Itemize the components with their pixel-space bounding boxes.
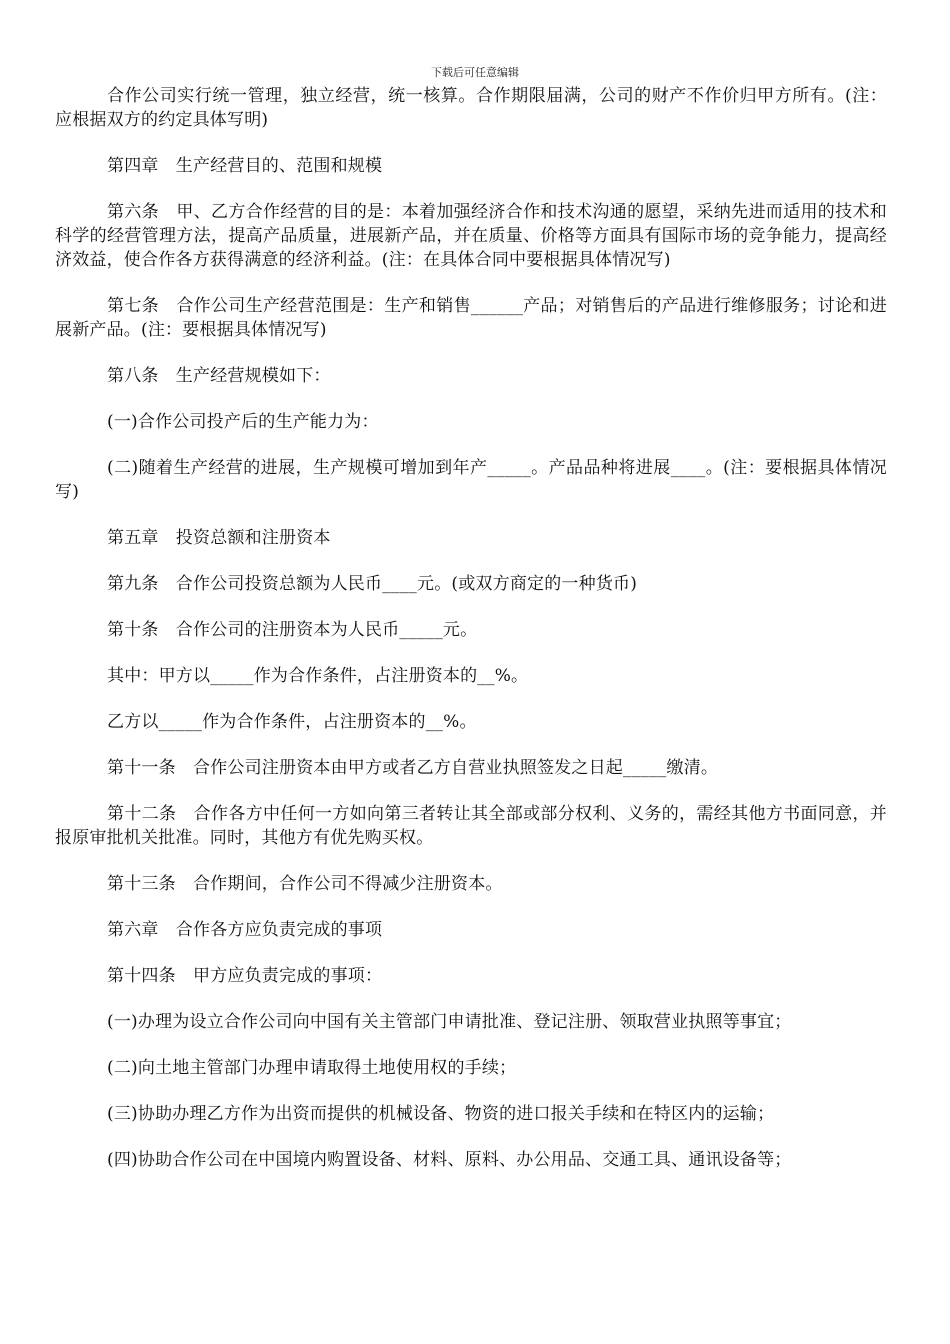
article-7: 第七条 合作公司生产经营范围是：生产和销售______产品；对销售后的产品进行维修服务；讨论和进展新产品。(注：要根据具体情况写) [55,296,887,340]
article-8-item-1: (一)合作公司投产后的生产能力为： [107,412,379,432]
party-b-contribution: 乙方以_____作为合作条件，占注册资本的__%。 [107,712,477,732]
article-14-item-2: (二)向土地主管部门办理申请取得土地使用权的手续； [107,1058,517,1078]
article-10: 第十条 合作公司的注册资本为人民币_____元。 [107,620,478,640]
article-11: 第十一条 合作公司注册资本由甲方或者乙方自营业执照签发之日起_____缴清。 [107,758,719,778]
chapter-4-heading: 第四章 生产经营目的、范围和规模 [107,156,383,176]
article-14-item-4: (四)协助合作公司在中国境内购置设备、材料、原料、办公用品、交通工具、通讯设备等； [107,1150,792,1170]
chapter-6-heading: 第六章 合作各方应负责完成的事项 [107,920,383,940]
article-14-item-1: (一)办理为设立合作公司向中国有关主管部门申请批准、登记注册、领取营业执照等事宜； [107,1012,792,1032]
article-12: 第十二条 合作各方中任何一方如向第三者转让其全部或部分权利、义务的，需经其他方书面同意，并报原审批机关批准。同时，其他方有优先购买权。 [55,804,887,848]
article-6: 第六条 甲、乙方合作经营的目的是：本着加强经济合作和技术沟通的愿望，采纳先进而适用的技术和科学的经营管理方法，提高产品质量，进展新产品，并在质量、价格等方面具有国际市场的竞争能力，提高经济效益，使合作各方获得满意的经济利益。(注：在具体合同中要根据具体情况写) [55,202,887,270]
page-header-note: 下载后可任意编辑 [431,66,519,79]
article-14-item-3: (三)协助办理乙方作为出资而提供的机械设备、物资的进口报关手续和在特区内的运输； [107,1104,775,1124]
party-a-contribution: 其中：甲方以_____作为合作条件，占注册资本的__%。 [107,666,529,686]
article-9: 第九条 合作公司投资总额为人民币____元。(或双方商定的一种货币) [107,574,638,594]
article-8: 第八条 生产经营规模如下： [107,366,331,386]
paragraph-property-clause: 合作公司实行统一管理，独立经营，统一核算。合作期限届满，公司的财产不作价归甲方所有。(注：应根据双方的约定具体写明) [55,86,887,130]
article-13: 第十三条 合作期间，合作公司不得减少注册资本。 [107,874,503,894]
chapter-5-heading: 第五章 投资总额和注册资本 [107,528,331,548]
document-body [55,84,887,1194]
article-8-item-2: (二)随着生产经营的进展，生产规模可增加到年产_____。产品品种将进展____。(注：要根据具体情况写) [55,458,887,502]
article-14: 第十四条 甲方应负责完成的事项： [107,966,383,986]
